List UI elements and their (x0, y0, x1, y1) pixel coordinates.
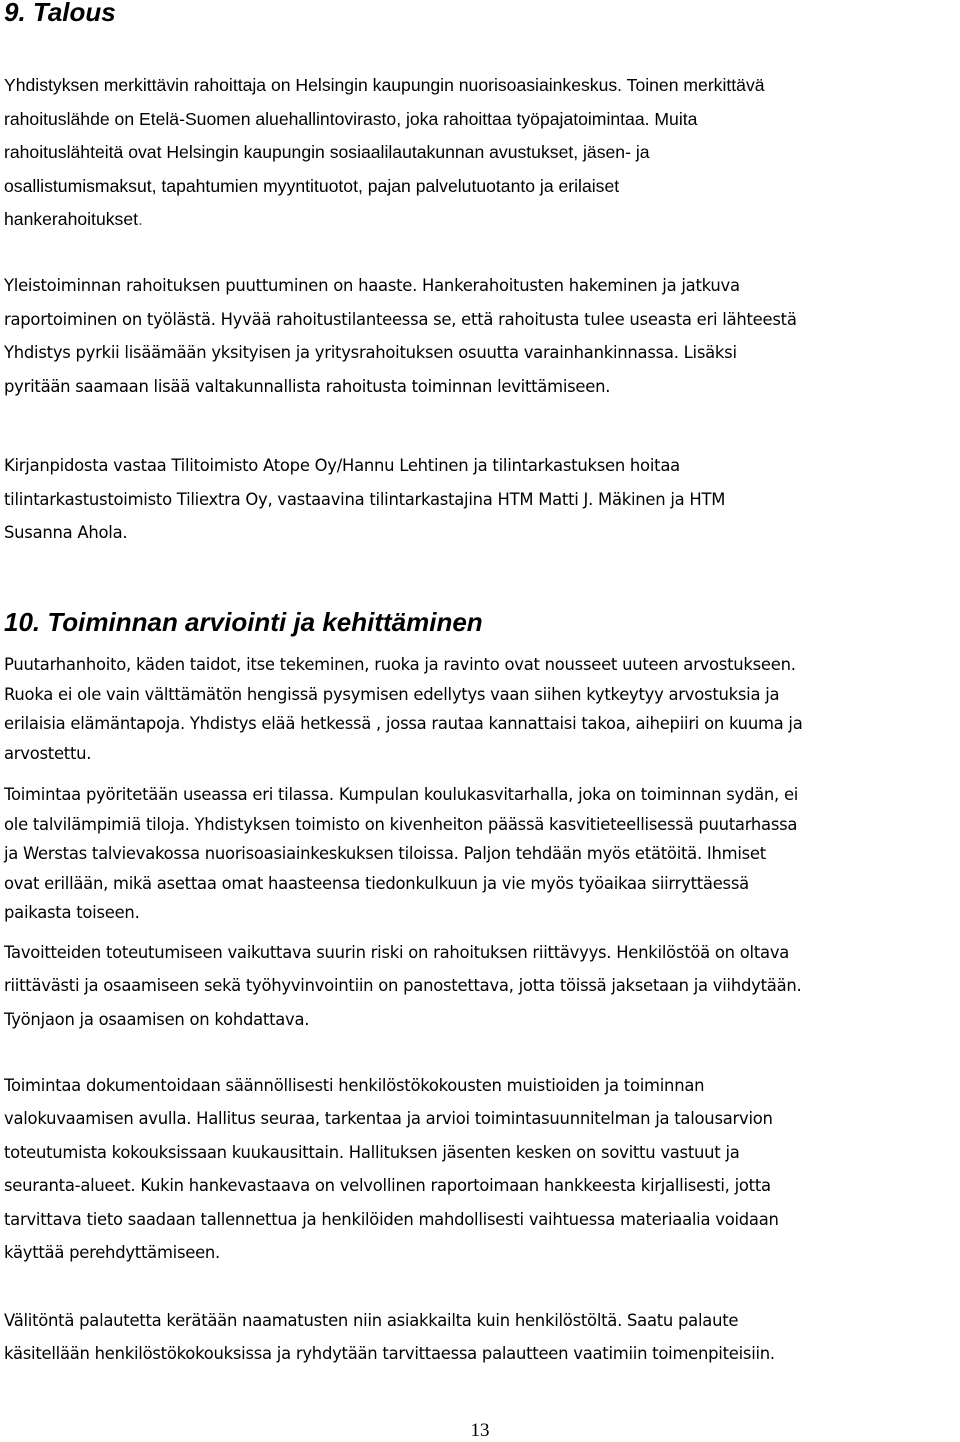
section-10-paragraph-5 (4, 1304, 960, 1371)
paragraph-line: käsitellään henkilöstökokouksissa ja ryhdytään tarvittaessa palautteen vaatimiin toimenpiteisiin. (4, 1344, 775, 1364)
paragraph-line: Kirjanpidosta vastaa Tilitoimisto Atope Oy/Hannu Lehtinen ja tilintarkastuksen hoitaa (4, 456, 680, 475)
section-10-paragraph-2 (4, 780, 960, 928)
page-number: 13 (470, 1420, 490, 1441)
paragraph-line: Työnjaon ja osaamisen on kohdattava. (4, 1009, 310, 1029)
paragraph-line: raportoiminen on työlästä. Hyvää rahoitustilanteessa se, että rahoitusta tulee useasta eri lähteestä (4, 309, 797, 329)
paragraph-line: ovat erillään, mikä asettaa omat haasteensa tiedonkulkuun ja vie myös työaikaa siirryttäessä (4, 873, 749, 893)
paragraph-line: käyttää perehdyttämiseen. (4, 1243, 221, 1263)
section-9-paragraph-3 (4, 449, 960, 550)
paragraph-line: toteutumista kokouksissaan kuukausittain. Hallituksen jäsenten kesken on sovittu vastuut ja (4, 1142, 740, 1162)
paragraph-line: arvostettu. (4, 743, 92, 763)
paragraph-line: pyritään saamaan lisää valtakunnallista rahoitusta toiminnan levittämiseen. (4, 376, 611, 396)
section-10-paragraph-4 (4, 1069, 960, 1269)
section-9-heading: 9. Talous (4, 0, 116, 27)
paragraph-line: osallistumismaksut, tapahtumien myyntituotot, pajan palvelutuotanto ja erilaiset (4, 175, 620, 196)
section-10-paragraph-1 (4, 650, 960, 768)
section-9-paragraph-2 (4, 269, 960, 403)
paragraph-line: Toimintaa pyöritetään useassa eri tilassa. Kumpulan koulukasvitarhalla, joka on toiminnan sydän, ei (4, 785, 799, 804)
paragraph-line: Puutarhanhoito, käden taidot, itse tekeminen, ruoka ja ravinto ovat nousseet uuteen arvostukseen. (4, 655, 796, 674)
paragraph-line: Yleistoiminnan rahoituksen puuttuminen on haaste. Hankerahoitusten hakeminen ja jatkuva (4, 276, 740, 295)
paragraph-line: rahoituslähde on Etelä-Suomen aluehallintovirasto, joka rahoittaa työpajatoimintaa. Muita (4, 108, 698, 129)
paragraph-line: Ruoka ei ole vain välttämätön hengissä pysymisen edellytys vaan siihen kytkeytyy arvostuksia ja (4, 684, 780, 704)
section-10-heading: 10. Toiminnan arviointi ja kehittäminen (4, 607, 483, 637)
paragraph-line: tarvittava tieto saadaan tallennettua ja henkilöiden mahdollisesti vaihtuessa materiaalia voidaan (4, 1209, 779, 1229)
paragraph-line-text: hankerahoitukset (4, 209, 138, 229)
blue-period: . (138, 209, 143, 229)
paragraph-line: erilaisia elämäntapoja. Yhdistys elää hetkessä , jossa rautaa kannattaisi takoa, aihepiiri on kuuma ja (4, 714, 803, 733)
section-10-paragraph-3 (4, 936, 960, 1036)
paragraph-line (4, 203, 960, 237)
paragraph-line: ole talvilämpimiä tiloja. Yhdistyksen toimisto on kivenheiton päässä kasvitieteellisessä puutarhassa (4, 814, 798, 834)
paragraph-line: Susanna Ahola. (4, 523, 128, 542)
paragraph-line: rahoituslähteitä ovat Helsingin kaupungin sosiaalilautakunnan avustukset, jäsen- ja (4, 142, 650, 162)
paragraph-line: Toimintaa dokumentoidaan säännöllisesti henkilöstökokousten muistioiden ja toiminnan (4, 1076, 705, 1095)
paragraph-line: tilintarkastustoimisto Tiliextra Oy, vastaavina tilintarkastajina HTM Matti J. Mäkinen ja HTM (4, 489, 726, 509)
paragraph-line: Välitöntä palautetta kerätään naamatusten niin asiakkailta kuin henkilöstöltä. Saatu palaute (4, 1311, 739, 1330)
paragraph-line: valokuvaamisen avulla. Hallitus seuraa, tarkentaa ja arvioi toimintasuunnitelman ja talousarvion (4, 1109, 773, 1129)
section-9-paragraph-1 (4, 69, 960, 237)
paragraph-line: paikasta toiseen. (4, 903, 140, 922)
paragraph-line: ja Werstas talvievakossa nuorisoasiainkeskuksen tiloissa. Paljon tehdään myös etätöitä. Ihmiset (4, 844, 766, 863)
paragraph-line: Yhdistyksen merkittävin rahoittaja on Helsingin kaupungin nuorisoasiainkeskus. Toinen merkittävä (4, 75, 765, 95)
paragraph-line: Tavoitteiden toteutumiseen vaikuttava suurin riski on rahoituksen riittävyys. Henkilöstöä on oltava (4, 943, 790, 962)
paragraph-line: riittävästi ja osaamiseen sekä työhyvinvointiin on panostettava, jotta töissä jaksetaan ja viihdytään. (4, 976, 802, 996)
paragraph-line: Yhdistys pyrkii lisäämään yksityisen ja yritysrahoituksen osuutta varainhankinnassa. Lisäksi (4, 343, 737, 362)
paragraph-line: seuranta-alueet. Kukin hankevastaava on velvollinen raportoimaan hankkeesta kirjallisesti, jotta (4, 1176, 771, 1196)
